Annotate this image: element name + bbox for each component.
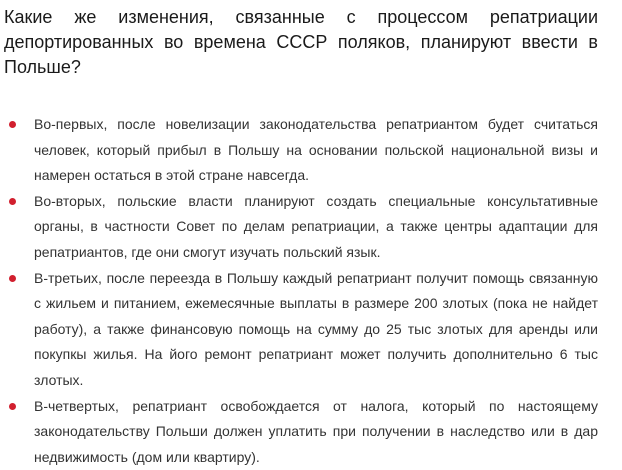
bullet-list <box>4 112 598 470</box>
list-item-text: В-третьих, после переезда в Польшу каждый репатриант получит помощь связанную с жильем и питанием, ежемесячные выплаты в размере 200 злотых (пока не найдет работу), а также финансовую помощь на сумму до 25 тыс злотых для аренды или покупкы жилья. На його ремонт репатриант может получить дополнительно 6 тыс злотых. <box>34 269 598 388</box>
list-item-text: Во-первых, после новелизации законодательства репатриантом будет считаться человек, который прибыл в Польшу на основании польской национальной визы и намерен остаться в этой стране навсегда. <box>34 116 598 184</box>
list-item <box>4 112 598 189</box>
bullet-dot-icon <box>9 198 16 205</box>
list-item <box>4 394 598 470</box>
list-item <box>4 189 598 266</box>
list-item <box>4 266 598 394</box>
bullet-dot-icon <box>9 403 16 410</box>
article <box>4 0 598 470</box>
article-heading: Какие же изменения, связанные с процессом репатриации депортированных во времена СССР поляков, планируют ввести в Польше? <box>4 7 598 77</box>
list-item-text: Во-вторых, польские власти планируют создать специальные консультативные органы, в частности Совет по делам репатриации, а также центры адаптации для репатриантов, где они смогут изучать польский язык. <box>34 192 598 260</box>
bullet-dot-icon <box>9 275 16 282</box>
bullet-dot-icon <box>9 121 16 128</box>
list-item-text: В-четвертых, репатриант освобождается от налога, который по настоящему законодательству Польши должен уплатить при получении в наследство или в дар недвижимость (дом или квартиру). <box>34 397 598 465</box>
